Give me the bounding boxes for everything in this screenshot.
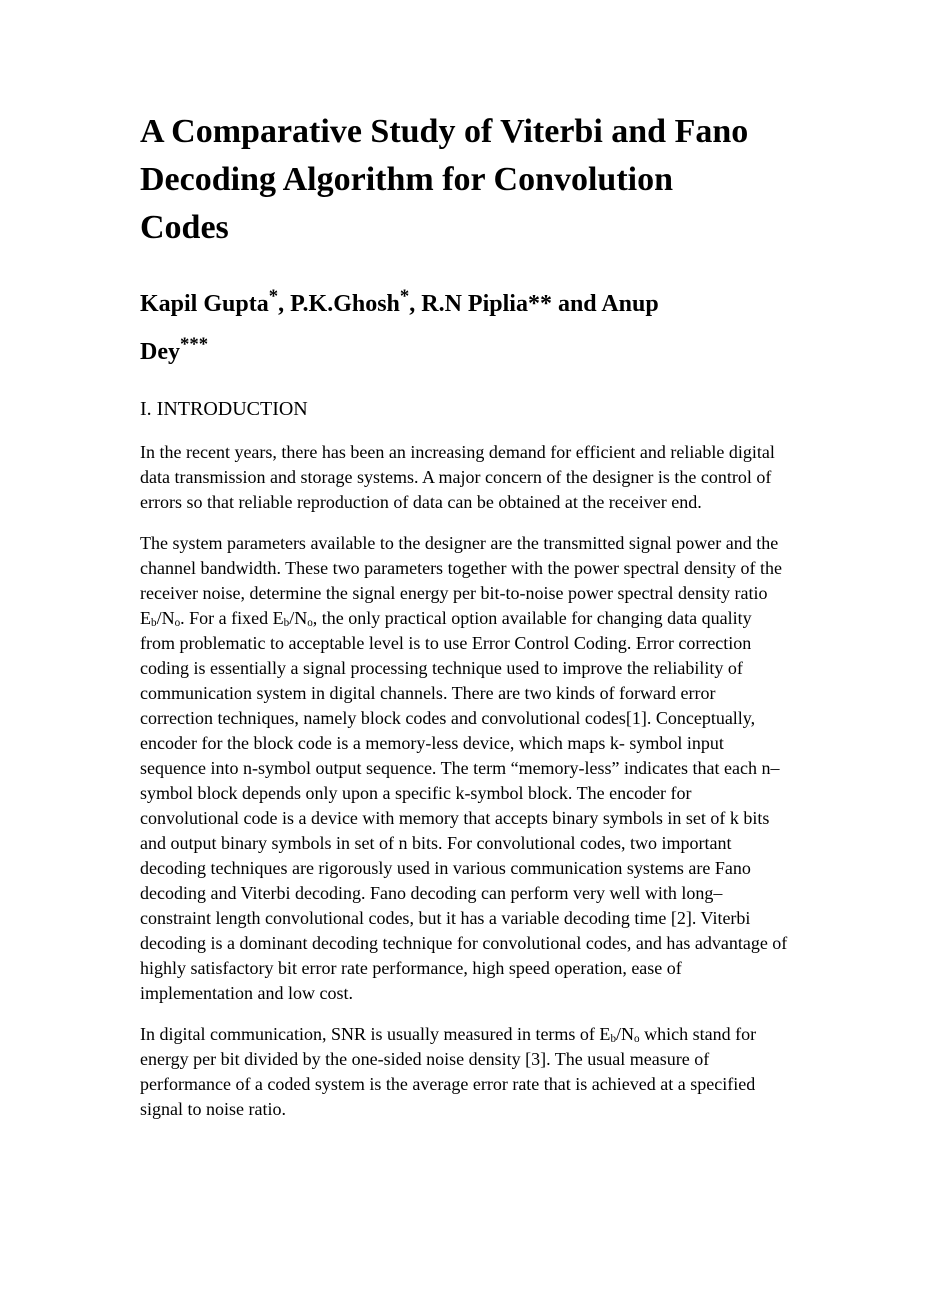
subscript-run: o (634, 1033, 640, 1045)
subscript-run: o (174, 617, 181, 629)
subscript-run: b (151, 617, 157, 629)
paragraphs (140, 440, 790, 1122)
superscript-run: *** (179, 334, 209, 355)
text-run: Dey (140, 339, 180, 365)
text-run: , P.K.Ghosh (278, 291, 400, 317)
text-run: The system parameters available to the designer are the transmitted signal power and the channel bandwidth. These two parameters together with the power spectral density of the receiver noise, determine the signal energy per bit-to-noise power spectral density ratio E (140, 533, 782, 628)
superscript-run: * (399, 286, 410, 307)
title-line: Decoding Algorithm for Convolution (140, 161, 674, 198)
title-line: Codes (140, 209, 229, 246)
authors (140, 280, 790, 376)
subscript-run: b (283, 617, 290, 629)
paragraph (140, 531, 790, 1006)
text-run: In digital communication, SNR is usually measured in terms of E (140, 1024, 611, 1044)
text-run: , the only practical option available for changing data quality from problematic to acceptable level is to use Error Control Coding. Error correction coding is essentially a signal processing technique used to improve the reliability of communication system in digital channels. There are two kinds of forward error correction techniques, namely block codes and convolutional codes[1]. Conceptually, encoder for the block code is a memory-less device, which maps k- symbol input sequence into n-symbol output sequence. The term “memory-less” indicates that each n–symbol block depends only upon a specific k-symbol block. The encoder for convolutional code is a device with memory that accepts binary symbols in set of k bits and output binary symbols in set of n bits. For convolutional codes, two important decoding techniques are rigorously used in various communication systems are Fano decoding and Viterbi decoding. Fano decoding can perform very well with long–constraint length convolutional codes, but it has a variable decoding time [2]. Viterbi decoding is a dominant decoding technique for convolutional codes, and has advantage of highly satisfactory bit error rate performance, high speed operation, ease of implementation and low cost. (140, 608, 788, 1003)
title-line: A Comparative Study of Viterbi and Fano (140, 113, 749, 150)
paper-title (140, 108, 790, 252)
text-run: , R.N Piplia** and Anup (409, 291, 659, 317)
text-run: which stand for energy per bit divided by the one-sided noise density [3]. The usual measure of performance of a coded system is the average error rate that is achieved at a specified signal to noise ratio. (140, 1024, 757, 1119)
text-run: /N (289, 608, 308, 628)
text-run: /N (156, 608, 175, 628)
text-run: Kapil Gupta (140, 291, 269, 317)
paragraph (140, 440, 790, 515)
author-line (140, 328, 790, 376)
section-heading: I. INTRODUCTION (140, 398, 308, 420)
paragraph (140, 1022, 790, 1122)
text-run: In the recent years, there has been an increasing demand for efficient and reliable digital data transmission and storage systems. A major concern of the designer is the control of errors so that reliable reproduction of data can be obtained at the receiver end. (140, 442, 775, 512)
text-run: /N (616, 1024, 635, 1044)
text-run: . For a fixed E (180, 608, 284, 628)
subscript-run: o (307, 617, 313, 629)
author-line (140, 280, 790, 328)
superscript-run: * (268, 286, 279, 307)
subscript-run: b (610, 1033, 617, 1045)
